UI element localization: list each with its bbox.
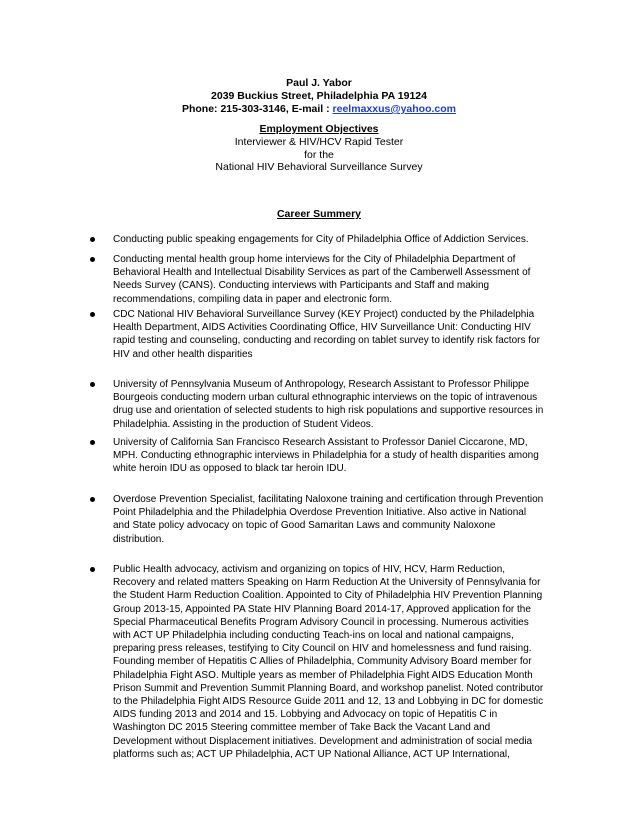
summary-text-line: Philadelphia. Assisting in the production of Student Videos.: [113, 418, 374, 430]
contact-phone: Phone: 215-303-3146, E-mail :: [181, 103, 333, 115]
bullet-icon: [90, 497, 95, 502]
summary-text-line: and State policy advocacy on topic of Good Samaritan Laws and community Naloxone: [113, 520, 496, 532]
summary-text-line: Development without Displacement initiatives. Development and administration of social media: [113, 735, 533, 747]
summary-text-line: Washington DC 2015 Steering committee member of Take Back the Vacant Land and: [113, 722, 491, 734]
summary-text-line: platforms such as; ACT UP Philadelphia, ACT UP National Alliance, ACT UP International,: [113, 748, 510, 760]
summary-text-line: white heroin IDU as opposed to black tar heroin IDU.: [113, 463, 347, 475]
summary-text-line: Special Pharmaceutical Benefits Program Advisory Council in processing. Numerous activities: [113, 616, 529, 628]
summary-text-line: drug use and orientation of selected students to high risk populations and supportive resources in: [113, 405, 544, 417]
summary-text-line: MPH. Conducting ethnographic interviews in Philadelphia for a study of health disparities among: [113, 450, 539, 462]
bullet-icon: [90, 382, 95, 387]
bullet-icon: [90, 257, 95, 262]
objectives-heading: Employment Objectives: [259, 123, 379, 135]
summary-text-line: the Student Harm Reduction Coalition. Appointed to City of Philadelphia HIV Prevention Planning: [113, 590, 543, 602]
summary-heading: Career Summery: [276, 208, 362, 220]
summary-text-line: Overdose Prevention Specialist, facilitating Naloxone training and certification through Prevention: [113, 494, 544, 505]
objective-line: Interviewer & HIV/HCV Rapid Tester: [234, 136, 404, 148]
summary-text-line: Health Department, AIDS Activities Coordinating Office, HIV Surveillance Unit: Conducting HIV: [113, 322, 531, 334]
candidate-address: 2039 Buckius Street, Philadelphia PA 19124: [211, 90, 427, 102]
summary-text-line: University of California San Francisco Research Assistant to Professor Daniel Ciccarone, MD,: [113, 437, 528, 448]
summary-text-line: Founding member of Hepatitis C Allies of Philadelphia, Community Advisory Board member for: [113, 656, 532, 668]
objective-line: National HIV Behavioral Surveillance Survey: [215, 161, 423, 173]
summary-text-line: Needs Survey (CANS). Conducting interviews with Participants and Staff and making: [113, 280, 490, 292]
summary-text-line: to the Philadelphia Fight AIDS Resource Guide 2011 and 12, 13 and Lobbying in DC for domestic: [113, 696, 544, 708]
candidate-name: Paul J. Yabor: [286, 77, 352, 89]
summary-text-line: Prison Summit and Prevention Summit Planning Board, and workshop panelist. Noted contributor: [113, 682, 544, 694]
summary-text-line: preparing press releases, testifying to City Council on HIV and homelessness and fund raising.: [113, 643, 532, 655]
summary-text-line: Conducting mental health group home interviews for the City of Philadelphia Department of: [113, 254, 516, 265]
summary-text-line: Bourgeois conducting modern urban cultural ethnographic interviews on the topic of intravenous: [113, 392, 538, 404]
summary-text-line: Public Health advocacy, activism and organizing on topics of HIV, HCV, Harm Reduction,: [113, 564, 506, 575]
summary-text-line: with ACT UP Philadelphia including conducting Teach-ins on local and national campaigns,: [113, 630, 514, 642]
summary-text-line: distribution.: [113, 533, 165, 545]
summary-text-line: Recovery and related matters Speaking on Harm Reduction At the University of Pennsylvania for: [113, 577, 541, 589]
summary-text-line: HIV and other health disparities: [113, 348, 253, 360]
summary-text-line: recommendations, compiling data in paper and electronic form.: [113, 293, 393, 305]
summary-text-line: CDC National HIV Behavioral Surveillance Survey (KEY Project) conducted by the Philadelphia: [113, 309, 535, 320]
email-link[interactable]: reelmaxxus@yahoo.com: [332, 103, 457, 115]
objective-line: for the: [304, 149, 334, 161]
bullet-icon: [90, 440, 95, 445]
summary-text-line: University of Pennsylvania Museum of Anthropology, Research Assistant to Professor Philippe: [113, 379, 530, 390]
summary-text-line: AIDS funding 2013 and 2014 and 15. Lobbying and Advocacy on topic of Hepatitis C in: [113, 709, 498, 721]
bullet-icon: [90, 237, 95, 242]
summary-text-line: Conducting public speaking engagements for City of Philadelphia Office of Addiction Services.: [113, 234, 529, 245]
summary-text-line: Philadelphia Fight ASO. Multiple years as member of Philadelphia Fight AIDS Education Month: [113, 669, 533, 681]
bullet-icon: [90, 312, 95, 317]
summary-text-line: Group 2013-15, Appointed PA State HIV Planning Board 2014-17, Approved application for the: [113, 603, 531, 615]
summary-text-line: rapid testing and counseling, conducting and recording on tablet survey to identify risk factors for: [113, 335, 540, 347]
summary-text-line: Behavioral Health and Intellectual Disability Services as part of the Camberwell Assessment of: [113, 267, 531, 279]
contact-line: [0, 102, 638, 116]
summary-text-line: Point Philadelphia and the Philadelphia Overdose Prevention Initiative. Also active in National: [113, 507, 527, 519]
bullet-icon: [90, 567, 95, 572]
